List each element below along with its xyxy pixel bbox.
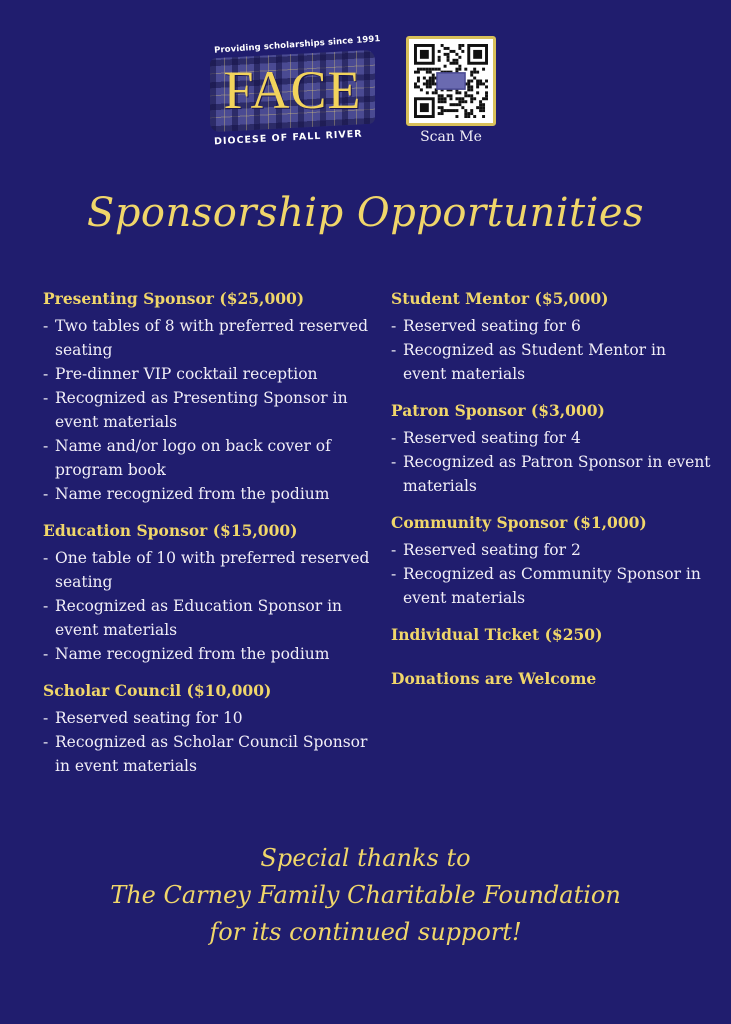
qr-module: [467, 82, 470, 85]
qr-module: [470, 88, 473, 91]
qr-block: [406, 36, 496, 145]
tier-heading: Donations are Welcome: [391, 669, 597, 688]
qr-module: [429, 85, 432, 88]
qr-module: [470, 85, 473, 88]
sponsor-tier: [43, 289, 373, 506]
qr-module: [482, 97, 485, 100]
qr-module: [470, 100, 473, 103]
thanks-line-3: for its continued support!: [209, 918, 522, 946]
benefit-text: Name and/or logo on back cover of program book: [55, 437, 331, 479]
page-title: Sponsorship Opportunities: [86, 190, 645, 236]
qr-module: [464, 100, 467, 103]
qr-module: [426, 91, 429, 94]
qr-module: [444, 100, 447, 103]
qr-module: [423, 82, 426, 85]
qr-module: [438, 100, 441, 103]
qr-module: [458, 44, 461, 47]
qr-module: [455, 103, 458, 106]
benefit-list: [391, 538, 711, 610]
logo-subtitle: DIOCESE OF FALL RIVER: [213, 128, 363, 148]
left-column: [43, 289, 373, 793]
qr-module: [417, 77, 420, 80]
qr-module: [452, 50, 455, 53]
qr-module: [450, 103, 453, 106]
qr-module: [485, 97, 488, 100]
qr-module: [438, 106, 441, 109]
qr-module: [479, 103, 482, 106]
dash-bullet: -: [391, 453, 397, 471]
benefit-list: [43, 314, 373, 506]
benefit-item: [43, 730, 373, 778]
qr-module: [455, 53, 458, 56]
qr-module: [461, 50, 464, 53]
qr-module: [447, 109, 450, 112]
qr-module: [455, 59, 458, 62]
qr-module: [482, 68, 485, 71]
qr-module: [429, 71, 432, 74]
qr-module: [458, 100, 461, 103]
dash-bullet: -: [43, 733, 49, 751]
benefit-text: One table of 10 with preferred reserved seating: [55, 549, 370, 591]
qr-module: [447, 56, 450, 59]
benefit-list: [43, 546, 373, 666]
qr-module: [452, 59, 455, 62]
benefit-item: [43, 314, 373, 362]
benefit-item: [43, 546, 373, 594]
qr-module: [432, 77, 435, 80]
qr-module: [432, 74, 435, 77]
qr-module: [438, 50, 441, 53]
qr-module: [476, 106, 479, 109]
qr-module: [470, 71, 473, 74]
qr-module: [458, 47, 461, 50]
qr-module: [426, 68, 429, 71]
qr-module: [426, 85, 429, 88]
tier-heading: Community Sponsor ($1,000): [391, 513, 647, 532]
qr-module: [485, 80, 488, 83]
qr-module: [438, 59, 441, 62]
benefit-item: [391, 450, 711, 498]
qr-module: [455, 109, 458, 112]
qr-module: [432, 80, 435, 83]
qr-module: [464, 68, 467, 71]
qr-module: [476, 80, 479, 83]
dash-bullet: -: [391, 541, 397, 559]
dash-bullet: -: [391, 429, 397, 447]
qr-module: [470, 80, 473, 83]
qr-module: [438, 94, 441, 97]
thanks-line-1: Special thanks to: [260, 844, 471, 872]
qr-module: [450, 94, 453, 97]
qr-module: [444, 109, 447, 112]
sponsor-tier: [43, 521, 373, 666]
benefit-text: Recognized as Education Sponsor in event materials: [55, 597, 343, 639]
qr-module: [441, 112, 444, 115]
sponsor-tier: [391, 513, 711, 610]
qr-module: [464, 115, 467, 118]
qr-module: [438, 74, 465, 89]
benefit-text: Reserved seating for 6: [403, 317, 581, 335]
qr-module: [473, 77, 476, 80]
qr-module: [473, 68, 476, 71]
tier-heading: Scholar Council ($10,000): [43, 681, 272, 700]
dash-bullet: -: [43, 485, 49, 503]
qr-module: [482, 82, 485, 85]
qr-module: [476, 91, 479, 94]
qr-module: [458, 103, 461, 106]
qr-module: [467, 112, 470, 115]
tier-heading: Presenting Sponsor ($25,000): [43, 289, 305, 308]
qr-module: [444, 53, 447, 56]
qr-module: [470, 94, 473, 97]
sponsor-tier: [391, 401, 711, 498]
benefit-text: Name recognized from the podium: [55, 645, 330, 663]
qr-module: [444, 97, 447, 100]
benefit-item: [391, 426, 711, 450]
benefit-text: Two tables of 8 with preferred reserved seating: [55, 317, 369, 359]
tier-heading: Patron Sponsor ($3,000): [391, 401, 605, 420]
qr-module: [479, 80, 482, 83]
qr-module: [464, 109, 467, 112]
qr-module: [473, 71, 476, 74]
qr-module: [435, 91, 438, 94]
qr-module: [420, 103, 429, 112]
qr-module: [420, 50, 429, 59]
qr-module: [473, 115, 476, 118]
qr-module: [467, 94, 470, 97]
qr-module: [464, 94, 467, 97]
qr-module: [458, 91, 461, 94]
qr-module: [461, 106, 464, 109]
qr-module: [450, 62, 453, 65]
qr-module: [432, 68, 435, 71]
qr-module: [447, 47, 450, 50]
qr-module: [450, 97, 453, 100]
qr-module: [464, 91, 467, 94]
benefit-item: [43, 642, 373, 666]
qr-module: [438, 68, 441, 71]
qr-module: [450, 50, 453, 53]
qr-module: [447, 59, 450, 62]
qr-module: [417, 71, 420, 74]
tier-heading: Student Mentor ($5,000): [391, 289, 609, 308]
qr-label: Scan Me: [420, 129, 482, 145]
qr-module: [455, 68, 458, 71]
qr-module: [476, 71, 479, 74]
qr-module: [441, 106, 444, 109]
qr-module: [455, 91, 458, 94]
benefit-list: [391, 426, 711, 498]
qr-module: [476, 85, 479, 88]
benefit-text: Pre-dinner VIP cocktail reception: [55, 365, 318, 383]
benefit-item: [391, 562, 711, 610]
qr-module: [461, 44, 464, 47]
logo-tagline: Providing scholarships since 1991: [213, 34, 381, 56]
qr-module: [470, 109, 473, 112]
qr-module: [482, 109, 485, 112]
dash-bullet: -: [43, 645, 49, 663]
qr-module: [458, 56, 461, 59]
qr-module: [417, 68, 420, 71]
qr-module: [476, 82, 479, 85]
qr-module: [438, 97, 441, 100]
sponsor-tier: [391, 669, 711, 689]
qr-module: [458, 65, 461, 68]
dash-bullet: -: [43, 389, 49, 407]
qr-module: [420, 88, 423, 91]
tier-heading: Education Sponsor ($15,000): [43, 521, 298, 540]
dash-bullet: -: [391, 317, 397, 335]
benefit-item: [43, 706, 373, 730]
qr-module: [485, 94, 488, 97]
face-logo: [210, 34, 381, 150]
qr-module: [426, 71, 429, 74]
dash-bullet: -: [43, 365, 49, 383]
qr-module: [479, 82, 482, 85]
qr-module: [429, 77, 432, 80]
qr-module: [432, 82, 435, 85]
qr-module: [461, 97, 464, 100]
qr-module: [441, 97, 444, 100]
qr-module: [417, 80, 420, 83]
qr-module: [429, 82, 432, 85]
qr-module: [441, 94, 444, 97]
dash-bullet: -: [391, 565, 397, 583]
qr-module: [417, 85, 420, 88]
benefit-text: Reserved seating for 10: [55, 709, 243, 727]
qr-module: [485, 91, 488, 94]
qr-module: [452, 109, 455, 112]
qr-module: [432, 91, 435, 94]
qr-module: [429, 80, 432, 83]
qr-module: [461, 100, 464, 103]
qr-module: [414, 71, 417, 74]
qr-module: [473, 50, 482, 59]
qr-module: [467, 88, 470, 91]
benefit-item: [43, 362, 373, 386]
benefit-text: Reserved seating for 4: [403, 429, 581, 447]
dash-bullet: -: [43, 709, 49, 727]
header: [0, 36, 731, 156]
sponsor-tier: [43, 681, 373, 778]
tier-heading: Individual Ticket ($250): [391, 625, 603, 644]
qr-module: [455, 97, 458, 100]
qr-module: [479, 100, 482, 103]
qr-module: [414, 85, 417, 88]
dash-bullet: -: [391, 341, 397, 359]
benefit-list: [43, 706, 373, 778]
benefit-item: [391, 314, 711, 338]
qr-module: [444, 65, 447, 68]
benefit-text: Recognized as Presenting Sponsor in event materials: [55, 389, 348, 431]
dash-bullet: -: [43, 549, 49, 567]
thanks-message: [0, 840, 731, 951]
benefit-text: Name recognized from the podium: [55, 485, 330, 503]
qr-module: [467, 115, 470, 118]
qr-module: [458, 97, 461, 100]
benefit-item: [391, 338, 711, 386]
dash-bullet: -: [43, 317, 49, 335]
benefit-item: [43, 434, 373, 482]
thanks-line-2: The Carney Family Charitable Foundation: [110, 881, 621, 909]
qr-module: [426, 82, 429, 85]
qr-module: [447, 94, 450, 97]
qr-module: [429, 68, 432, 71]
qr-module: [485, 85, 488, 88]
qr-module: [482, 103, 485, 106]
qr-module: [441, 44, 444, 47]
qr-module: [473, 97, 476, 100]
qr-module: [423, 68, 426, 71]
qr-module: [426, 80, 429, 83]
benefit-item: [391, 538, 711, 562]
qr-module: [441, 109, 444, 112]
qr-module: [452, 103, 455, 106]
right-column: [391, 289, 711, 713]
qr-module: [423, 77, 426, 80]
dash-bullet: -: [43, 437, 49, 455]
benefit-list: [391, 314, 711, 386]
qr-module: [447, 53, 450, 56]
benefit-text: Recognized as Patron Sponsor in event materials: [403, 453, 711, 495]
benefit-item: [43, 594, 373, 642]
qr-module: [482, 115, 485, 118]
qr-module: [467, 80, 470, 83]
qr-module: [452, 62, 455, 65]
sponsor-tier: [391, 625, 711, 645]
qr-module: [482, 106, 485, 109]
qr-module: [438, 56, 441, 59]
qr-module: [479, 106, 482, 109]
qr-module: [438, 112, 441, 115]
benefit-item: [43, 386, 373, 434]
benefit-item: [43, 482, 373, 506]
qr-module: [420, 68, 423, 71]
qr-module: [455, 115, 458, 118]
qr-module: [479, 109, 482, 112]
qr-module: [435, 68, 438, 71]
qr-module: [414, 82, 417, 85]
qr-module: [464, 112, 467, 115]
qr-module: [470, 74, 473, 77]
qr-module: [441, 100, 444, 103]
sponsor-tier: [391, 289, 711, 386]
qr-module: [450, 109, 453, 112]
benefit-text: Recognized as Community Sponsor in event materials: [403, 565, 701, 607]
benefit-text: Reserved seating for 2: [403, 541, 581, 559]
qr-module: [467, 85, 470, 88]
qr-code-graphic: [414, 44, 488, 118]
qr-module: [470, 97, 473, 100]
benefit-text: Recognized as Scholar Council Sponsor in event materials: [55, 733, 368, 775]
benefit-text: Recognized as Student Mentor in event materials: [403, 341, 666, 383]
dash-bullet: -: [43, 597, 49, 615]
qr-module: [470, 112, 473, 115]
qr-module: [444, 47, 447, 50]
logo-wordmark: FACE: [223, 60, 362, 120]
qr-module: [455, 62, 458, 65]
qr-code-icon[interactable]: [406, 36, 496, 126]
qr-module: [458, 68, 461, 71]
